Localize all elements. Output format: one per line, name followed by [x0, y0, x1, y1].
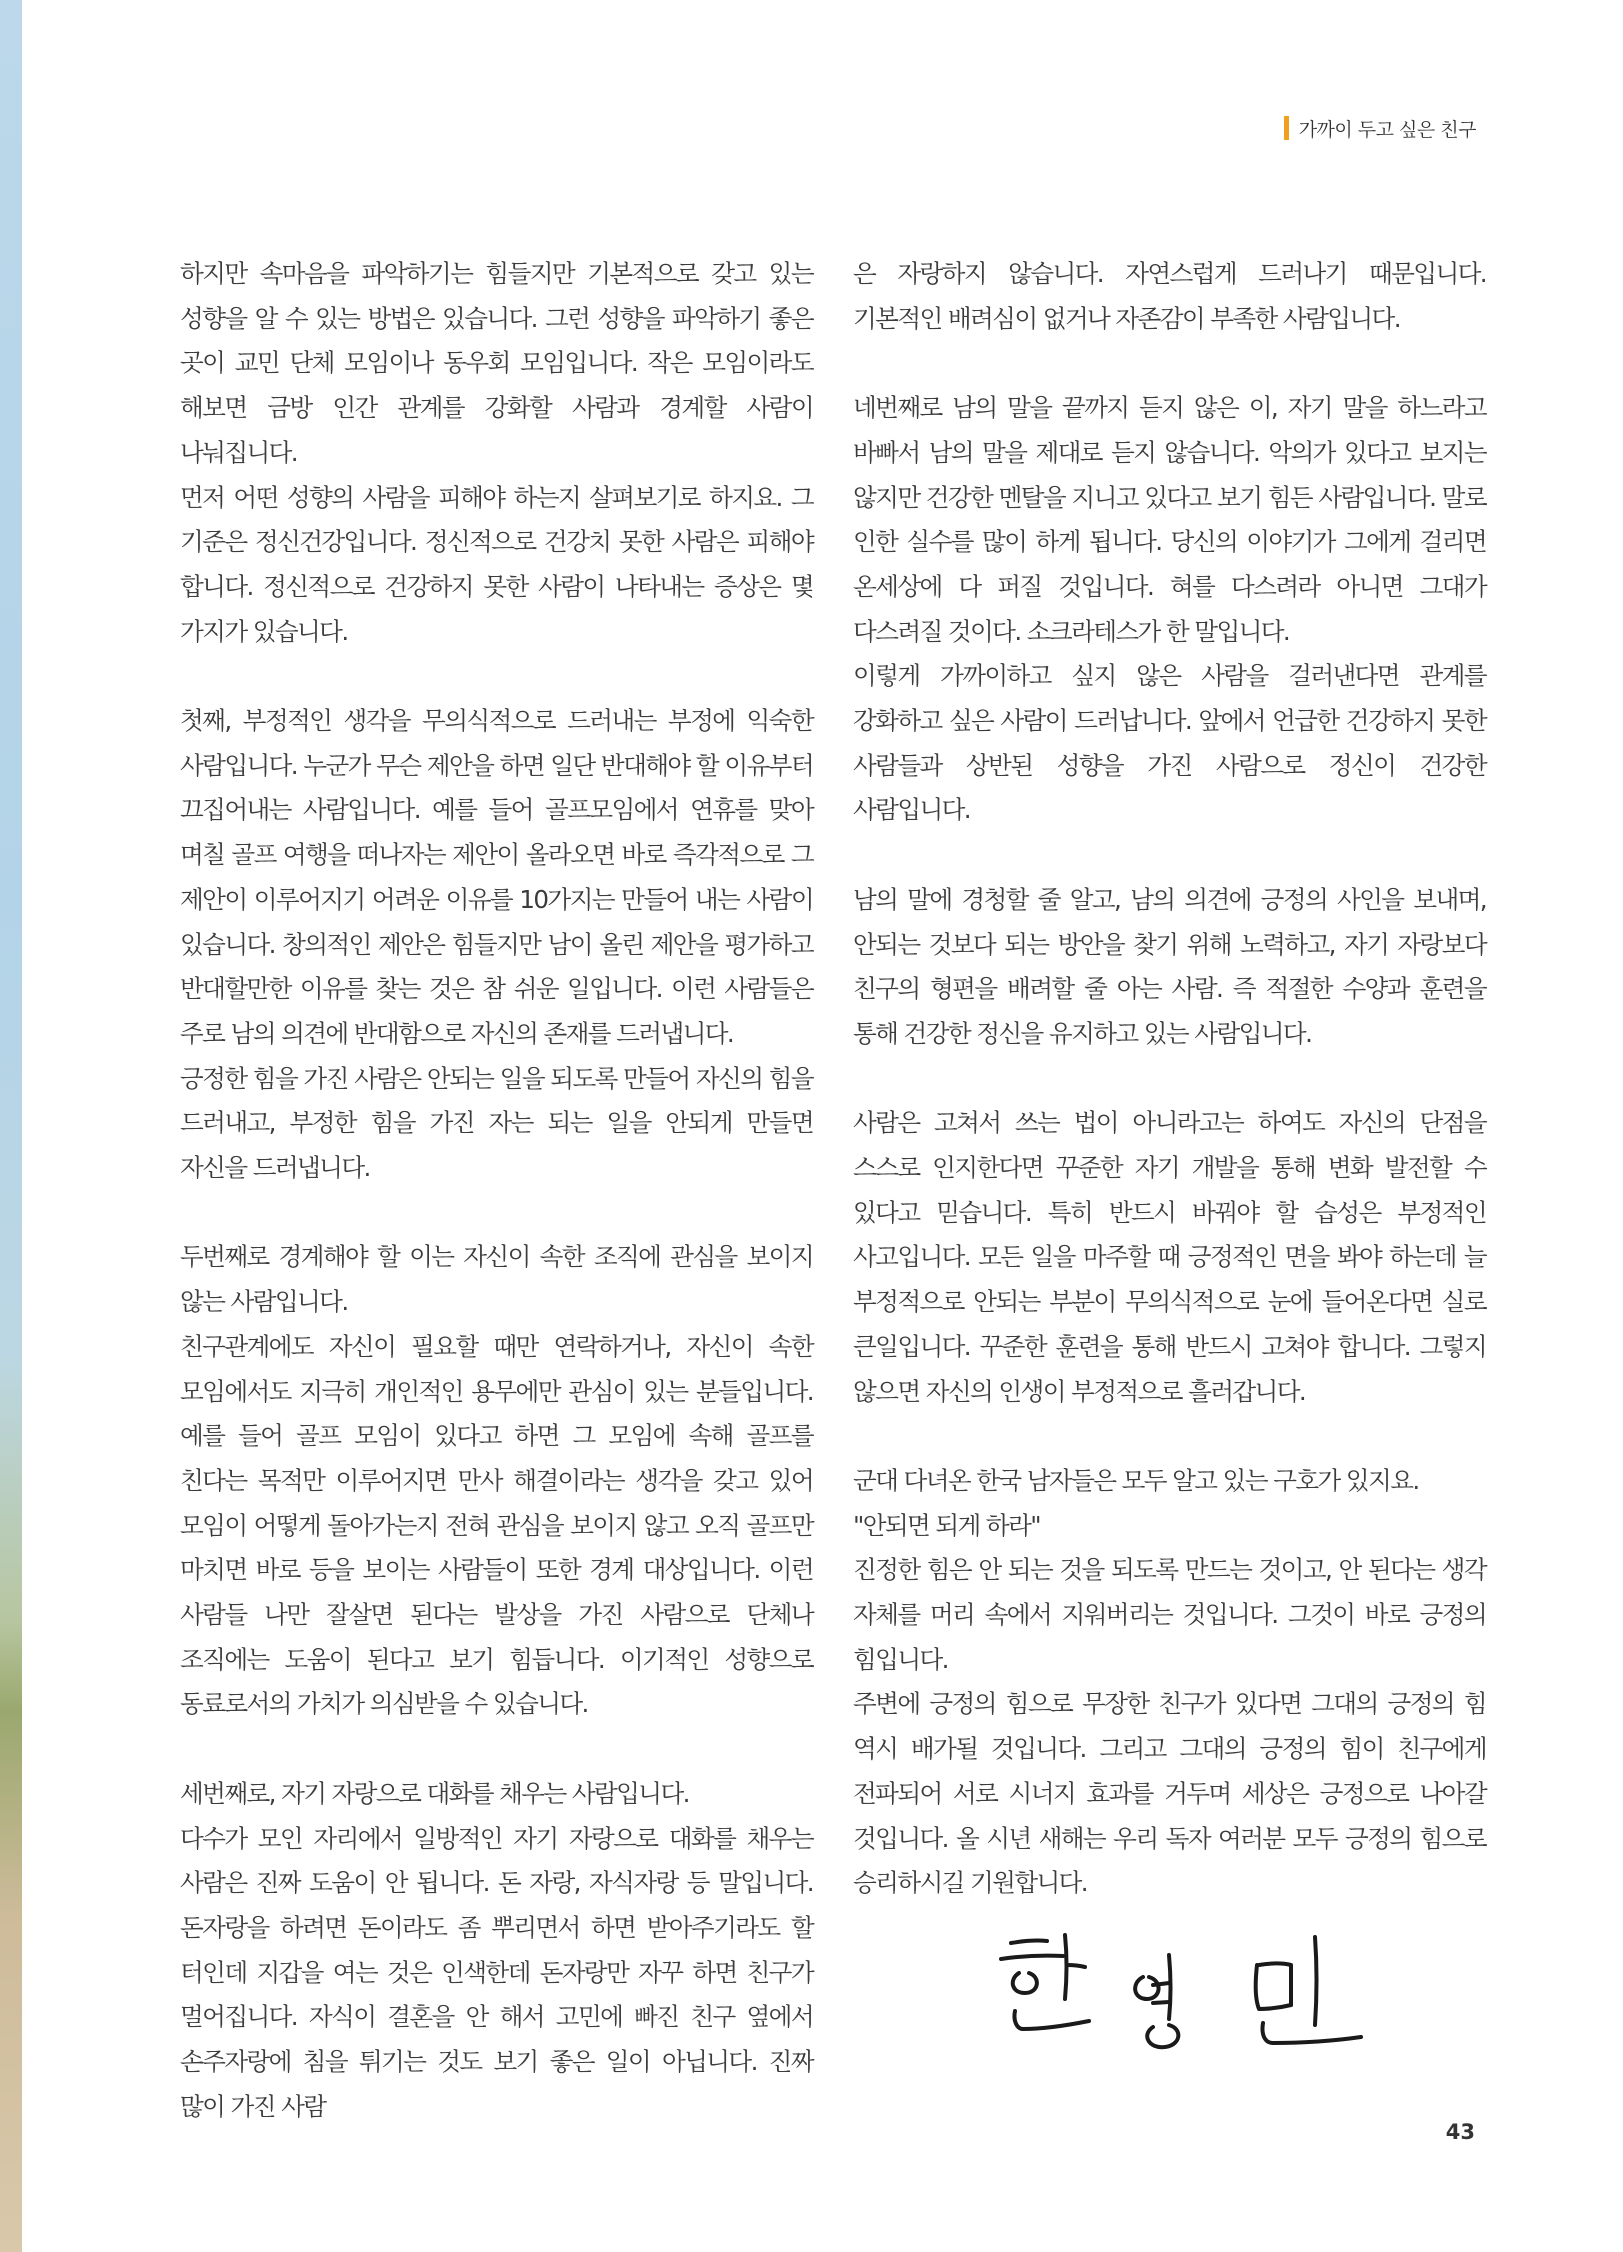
paragraph: 두번째로 경계해야 할 이는 자신이 속한 조직에 관심을 보이지 않는 사람입니다. — [180, 1242, 813, 1317]
left-edge-photo-strip — [0, 0, 22, 2252]
paragraph: 남의 말에 경청할 줄 알고, 남의 의견에 긍정의 사인을 보내며, 안되는 것보다 되는 방안을 찾기 위해 노력하고, 자기 자랑보다 친구의 형편을 배려할 줄 아는 사람. 즉 적절한 수양과 훈련을 통해 건강한 정신을 유지하고 있는 사람입니다. — [853, 884, 1486, 1048]
paragraph: 네번째로 남의 말을 끝까지 듣지 않은 이, 자기 말을 하느라고 바빠서 남의 말을 제대로 듣지 않습니다. 악의가 있다고 보지는 않지만 건강한 멘탈을 지니고 있다고 보기 힘든 사람입니다. 말로 인한 실수를 많이 하게 됩니다. 당신의 이야기가 그에게 걸리면 온세상에 다 퍼질 것입니다. 혀를 다스려라 아니면 그대가 다스려질 것이다. 소크라테스가 한 말입니다. — [853, 393, 1486, 646]
paragraph: 군대 다녀온 한국 남자들은 모두 알고 있는 구호가 있지요. — [853, 1465, 1419, 1495]
paragraph-gap — [853, 833, 1486, 878]
paragraph-gap — [180, 1191, 813, 1236]
paragraph-gap — [180, 1727, 813, 1772]
right-text-column — [853, 252, 1486, 1906]
paragraph-gap — [180, 654, 813, 699]
paragraph-gap — [853, 1414, 1486, 1459]
paragraph: 은 자랑하지 않습니다. 자연스럽게 드러나기 때문입니다. 기본적인 배려심이 없거나 자존감이 부족한 사람입니다. — [853, 259, 1486, 333]
paragraph: 첫째, 부정적인 생각을 무의식적으로 드러내는 부정에 익숙한 사람입니다. 누군가 무슨 제안을 하면 일단 반대해야 할 이유부터 끄집어내는 사람입니다. 예를 들어 골프모임에서 연휴를 맞아 며칠 골프 여행을 떠나자는 제안이 올라오면 바로 즉각적으로 그 제안이 이루어지기 어려운 이유를 10가지는 만들어 내는 사람이 있습니다. 창의적인 제안은 힘들지만 남이 올린 제안을 평가하고 반대할만한 이유를 찾는 것은 참 쉬운 일입니다. 이런 사람들은 주로 남의 의견에 반대함으로 자신의 존재를 드러냅니다. — [180, 706, 813, 1048]
paragraph-gap — [853, 341, 1486, 386]
paragraph: 진정한 힘은 안 되는 것을 되도록 만드는 것이고, 안 된다는 생각 자체를 머리 속에서 지워버리는 것입니다. 그것이 바로 긍정의 힘입니다. — [853, 1555, 1486, 1674]
quote-line: "안되면 되게 하라" — [853, 1510, 1040, 1540]
paragraph: 세번째로, 자기 자랑으로 대화를 채우는 사람입니다. — [180, 1778, 689, 1808]
header-accent-bar — [1284, 116, 1289, 140]
paragraph: 이렇게 가까이하고 싶지 않은 사람을 걸러낸다면 관계를 강화하고 싶은 사람이 드러납니다. 앞에서 언급한 건강하지 못한 사람들과 상반된 성향을 가진 사람으로 정신이 건강한 사람입니다. — [853, 661, 1486, 825]
paragraph: 먼저 어떤 성향의 사람을 피해야 하는지 살펴보기로 하지요. 그 기준은 정신건강입니다. 정신적으로 건강치 못한 사람은 피해야 합니다. 정신적으로 건강하지 못한 사람이 나타내는 증상은 몇 가지가 있습니다. — [180, 482, 813, 646]
paragraph: 하지만 속마음을 파악하기는 힘들지만 기본적으로 갖고 있는 성향을 알 수 있는 방법은 있습니다. 그런 성향을 파악하기 좋은 곳이 교민 단체 모임이나 동우회 모임입니다. 작은 모임이라도 해보면 금방 인간 관계를 강화할 사람과 경계할 사람이 나눠집니다. — [180, 259, 813, 467]
paragraph: 친구관계에도 자신이 필요할 때만 연락하거나, 자신이 속한 모임에서도 지극히 개인적인 용무에만 관심이 있는 분들입니다. 예를 들어 골프 모임이 있다고 하면 그 모임에 속해 골프를 친다는 목적만 이루어지면 만사 해결이라는 생각을 갖고 있어 모임이 어떻게 돌아가는지 전혀 관심을 보이지 않고 오직 골프만 마치면 바로 등을 보이는 사람들이 또한 경계 대상입니다. 이런 사람들 나만 잘살면 된다는 발상을 가진 사람으로 단체나 조직에는 도움이 된다고 보기 힘듭니다. 이기적인 성향으로 동료로서의 가치가 의심받을 수 있습니다. — [180, 1331, 813, 1719]
paragraph-gap — [853, 1057, 1486, 1102]
page-number: 43 — [1445, 2120, 1475, 2144]
left-text-column — [180, 252, 813, 2129]
paragraph: 다수가 모인 자리에서 일방적인 자기 자랑으로 대화를 채우는 사람은 진짜 도움이 안 됩니다. 돈 자랑, 자식자랑 등 말입니다. 돈자랑을 하려면 돈이라도 좀 뿌리면서 하면 받아주기라도 할 터인데 지갑을 여는 것은 인색한데 돈자랑만 자꾸 하면 친구가 멀어집니다. 자식이 결혼을 안 해서 고민에 빠진 친구 옆에서 손주자랑에 침을 튀기는 것도 보기 좋은 일이 아닙니다. 진짜 많이 가진 사람 — [180, 1823, 813, 2121]
paragraph: 사람은 고쳐서 쓰는 법이 아니라고는 하여도 자신의 단점을 스스로 인지한다면 꾸준한 자기 개발을 통해 변화 발전할 수 있다고 믿습니다. 특히 반드시 바꿔야 할 습성은 부정적인 사고입니다. 모든 일을 마주할 때 긍정적인 면을 봐야 하는데 늘 부정적으로 안되는 부분이 무의식적으로 눈에 들어온다면 실로 큰일입니다. 꾸준한 훈련을 통해 반드시 고쳐야 합니다. 그렇지 않으면 자신의 인생이 부정적으로 흘러갑니다. — [853, 1108, 1486, 1406]
paragraph: 주변에 긍정의 힘으로 무장한 친구가 있다면 그대의 긍정의 힘 역시 배가될 것입니다. 그리고 그대의 긍정의 힘이 친구에게 전파되어 서로 시너지 효과를 거두며 세상은 긍정으로 나아갈 것입니다. 올 시년 새해는 우리 독자 여러분 모두 긍정의 힘으로 승리하시길 기원합니다. — [853, 1689, 1486, 1898]
paragraph: 긍정한 힘을 가진 사람은 안되는 일을 되도록 만들어 자신의 힘을 드러내고, 부정한 힘을 가진 자는 되는 일을 안되게 만들면 자신을 드러냅니다. — [180, 1063, 813, 1183]
header-title: 가까이 두고 싶은 친구 — [1298, 118, 1476, 141]
running-header — [1284, 115, 1476, 141]
author-signature — [993, 1925, 1383, 2055]
